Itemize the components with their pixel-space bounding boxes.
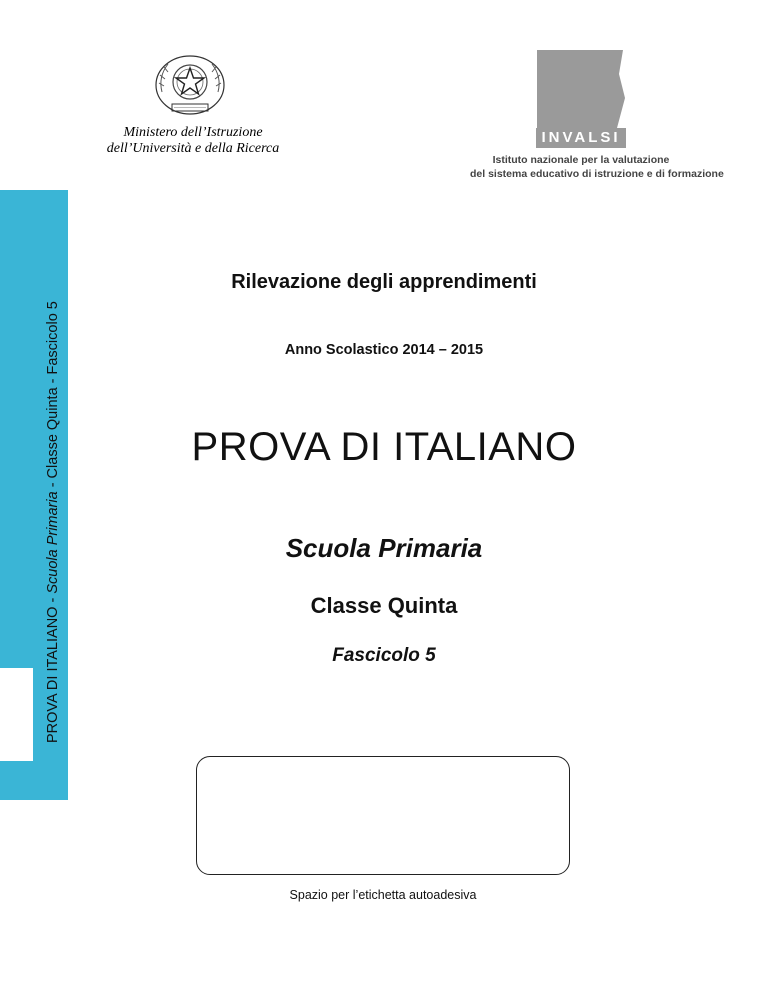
side-banner-notch (0, 668, 33, 761)
ministry-line2: dell’Università e della Ricerca (106, 141, 280, 156)
italian-republic-emblem-icon (152, 52, 228, 118)
school-level: Scuola Primaria (285, 533, 483, 563)
invalsi-sub-line2: del sistema educativo di istruzione e di formazione (470, 168, 724, 180)
sticker-label-box (196, 756, 570, 875)
class-level: Classe Quinta (310, 593, 458, 618)
invalsi-sub-line1: Istituto nazionale per la valutazione (492, 154, 670, 166)
side-banner-part2: Scuola Primaria (45, 491, 61, 594)
ministry-name (88, 125, 298, 157)
sticker-label-caption: Spazio per l’etichetta autoadesiva (289, 888, 477, 902)
invalsi-name: INVALSI (536, 128, 626, 148)
invalsi-sail-icon (535, 50, 625, 128)
side-banner-part1: PROVA DI ITALIANO - (45, 593, 61, 743)
ministry-line1: Ministero dell’Istruzione (123, 125, 263, 140)
booklet-number: Fascicolo 5 (332, 645, 436, 666)
side-banner-part3: - Classe Quinta - Fascicolo 5 (45, 301, 61, 492)
test-title: PROVA DI ITALIANO (191, 425, 577, 469)
school-year: Anno Scolastico 2014 – 2015 (284, 342, 484, 358)
cover-heading: Rilevazione degli apprendimenti (231, 271, 537, 293)
side-banner-text (44, 301, 62, 743)
invalsi-subtitle (470, 153, 724, 181)
